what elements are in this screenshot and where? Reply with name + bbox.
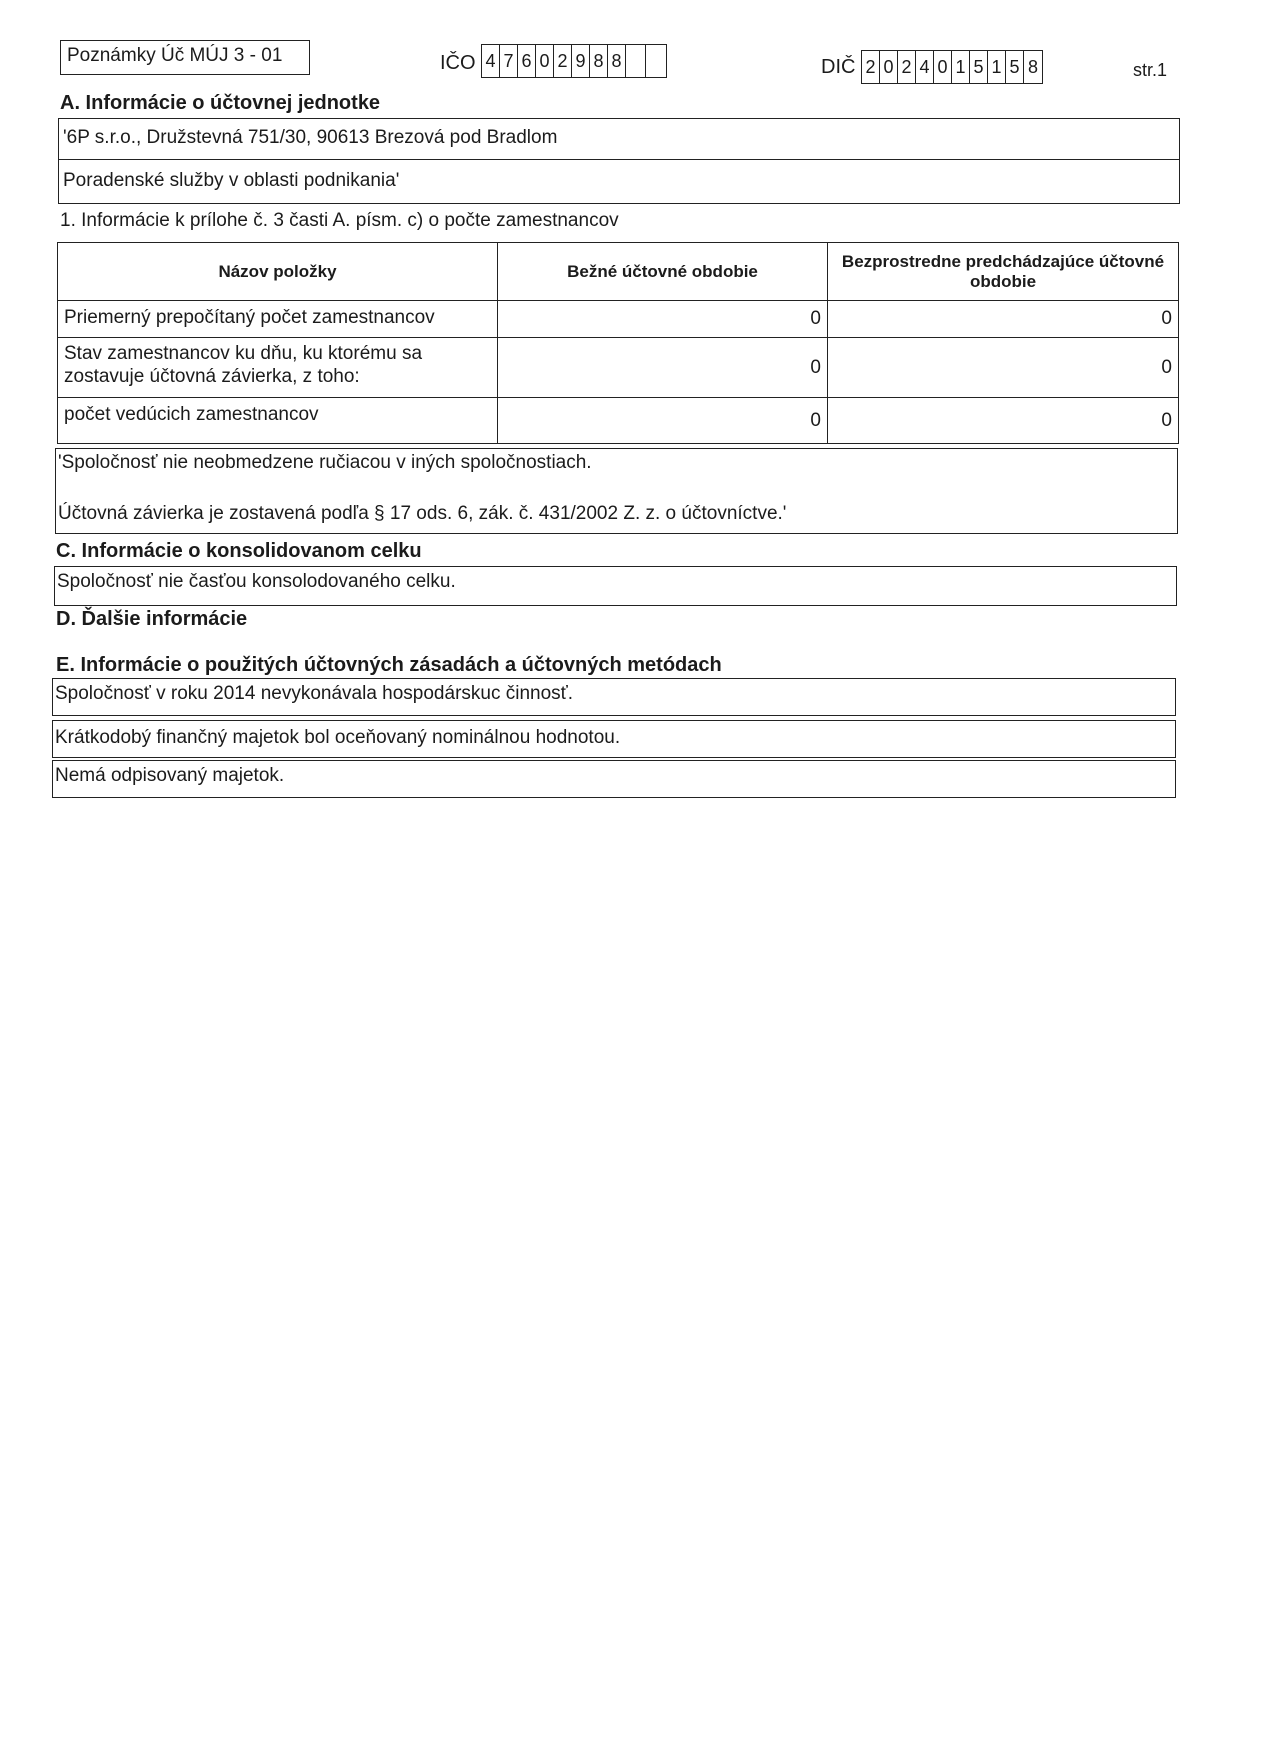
row-name: Priemerný prepočítaný počet zamestnancov (58, 301, 498, 338)
dic-digit: 0 (880, 51, 898, 83)
row-current: 0 (498, 301, 828, 338)
column-header: Bežné účtovné obdobie (498, 243, 828, 301)
dic-digit: 8 (1027, 56, 1038, 77)
section-a-title: A. Informácie o účtovnej jednotke (60, 92, 381, 114)
ico-digit: 8 (608, 45, 626, 77)
note-line-2: Účtovná závierka je zostavená podľa § 17 ods. 6, zák. č. 431/2002 Z. z. o účtovníctve.' (58, 503, 787, 524)
ico-digit: 2 (554, 45, 572, 77)
page-number: str.1 (1133, 60, 1168, 80)
table-row (58, 398, 1179, 444)
dic-digit: 1 (988, 51, 1006, 83)
section-d-title: D. Ďalšie informácie (56, 608, 248, 630)
consolidation-text: Spoločnosť nie časťou konsolodovaného celku. (57, 571, 456, 592)
policy-box-3 (52, 760, 1176, 798)
dic-digit: 0 (934, 51, 952, 83)
row-name: počet vedúcich zamestnancov (58, 398, 498, 444)
ico-label: IČO (440, 52, 476, 74)
dic-label: DIČ (821, 56, 856, 78)
ico-digit (626, 45, 646, 77)
company-note-box (55, 448, 1178, 534)
row-name: Stav zamestnancov ku dňu, ku ktorému sa zostavuje účtovná závierka, z toho: (58, 338, 498, 398)
column-header: Bezprostredne predchádzajúce účtovné obdobie (828, 243, 1179, 301)
row-current: 0 (498, 338, 828, 398)
row-previous: 0 (828, 301, 1179, 338)
employees-table (57, 242, 1179, 444)
column-header: Názov položky (58, 243, 498, 301)
entity-info-box (58, 118, 1180, 204)
dic-digit: 4 (916, 51, 934, 83)
ico-field (481, 44, 667, 78)
employees-caption: 1. Informácie k prílohe č. 3 časti A. písm. c) o počte zamestnancov (60, 210, 619, 231)
ico-digit: 7 (500, 45, 518, 77)
divider (59, 159, 1179, 160)
ico-digit: 6 (518, 45, 536, 77)
dic-digit: 5 (970, 51, 988, 83)
row-current: 0 (498, 398, 828, 444)
ico-digit: 8 (590, 45, 608, 77)
dic-digit: 1 (952, 51, 970, 83)
policy-text-2: Krátkodobý finančný majetok bol oceňovaný nominálnou hodnotou. (55, 727, 621, 748)
policy-text-1: Spoločnosť v roku 2014 nevykonávala hospodárskuc činnosť. (55, 683, 574, 704)
ico-digit (646, 45, 666, 77)
row-previous: 0 (828, 338, 1179, 398)
note-line-1: 'Spoločnosť nie neobmedzene ručiacou v iných spoločnostiach. (58, 452, 592, 473)
ico-digit: 4 (482, 45, 500, 77)
policy-text-3: Nemá odpisovaný majetok. (55, 765, 285, 786)
row-previous: 0 (828, 398, 1179, 444)
ico-digit: 0 (536, 45, 554, 77)
ico-digit: 9 (572, 45, 590, 77)
form-label-box (60, 40, 310, 75)
policy-box-1 (52, 678, 1176, 716)
section-c-title: C. Informácie o konsolidovanom celku (56, 540, 422, 562)
dic-digit: 5 (1006, 51, 1024, 83)
entity-address: '6P s.r.o., Družstevná 751/30, 90613 Brezová pod Bradlom (63, 127, 558, 148)
dic-digit: 2 (862, 51, 880, 83)
section-e-title: E. Informácie o použitých účtovných zásadách a účtovných metódach (56, 654, 722, 676)
entity-activity: Poradenské služby v oblasti podnikania' (63, 170, 400, 191)
consolidation-box (54, 566, 1177, 606)
dic-field (861, 50, 1043, 84)
table-row (58, 338, 1179, 398)
dic-digit: 2 (898, 51, 916, 83)
policy-box-2 (52, 720, 1176, 758)
table-row (58, 301, 1179, 338)
form-label: Poznámky Úč MÚJ 3 - 01 (67, 45, 283, 66)
